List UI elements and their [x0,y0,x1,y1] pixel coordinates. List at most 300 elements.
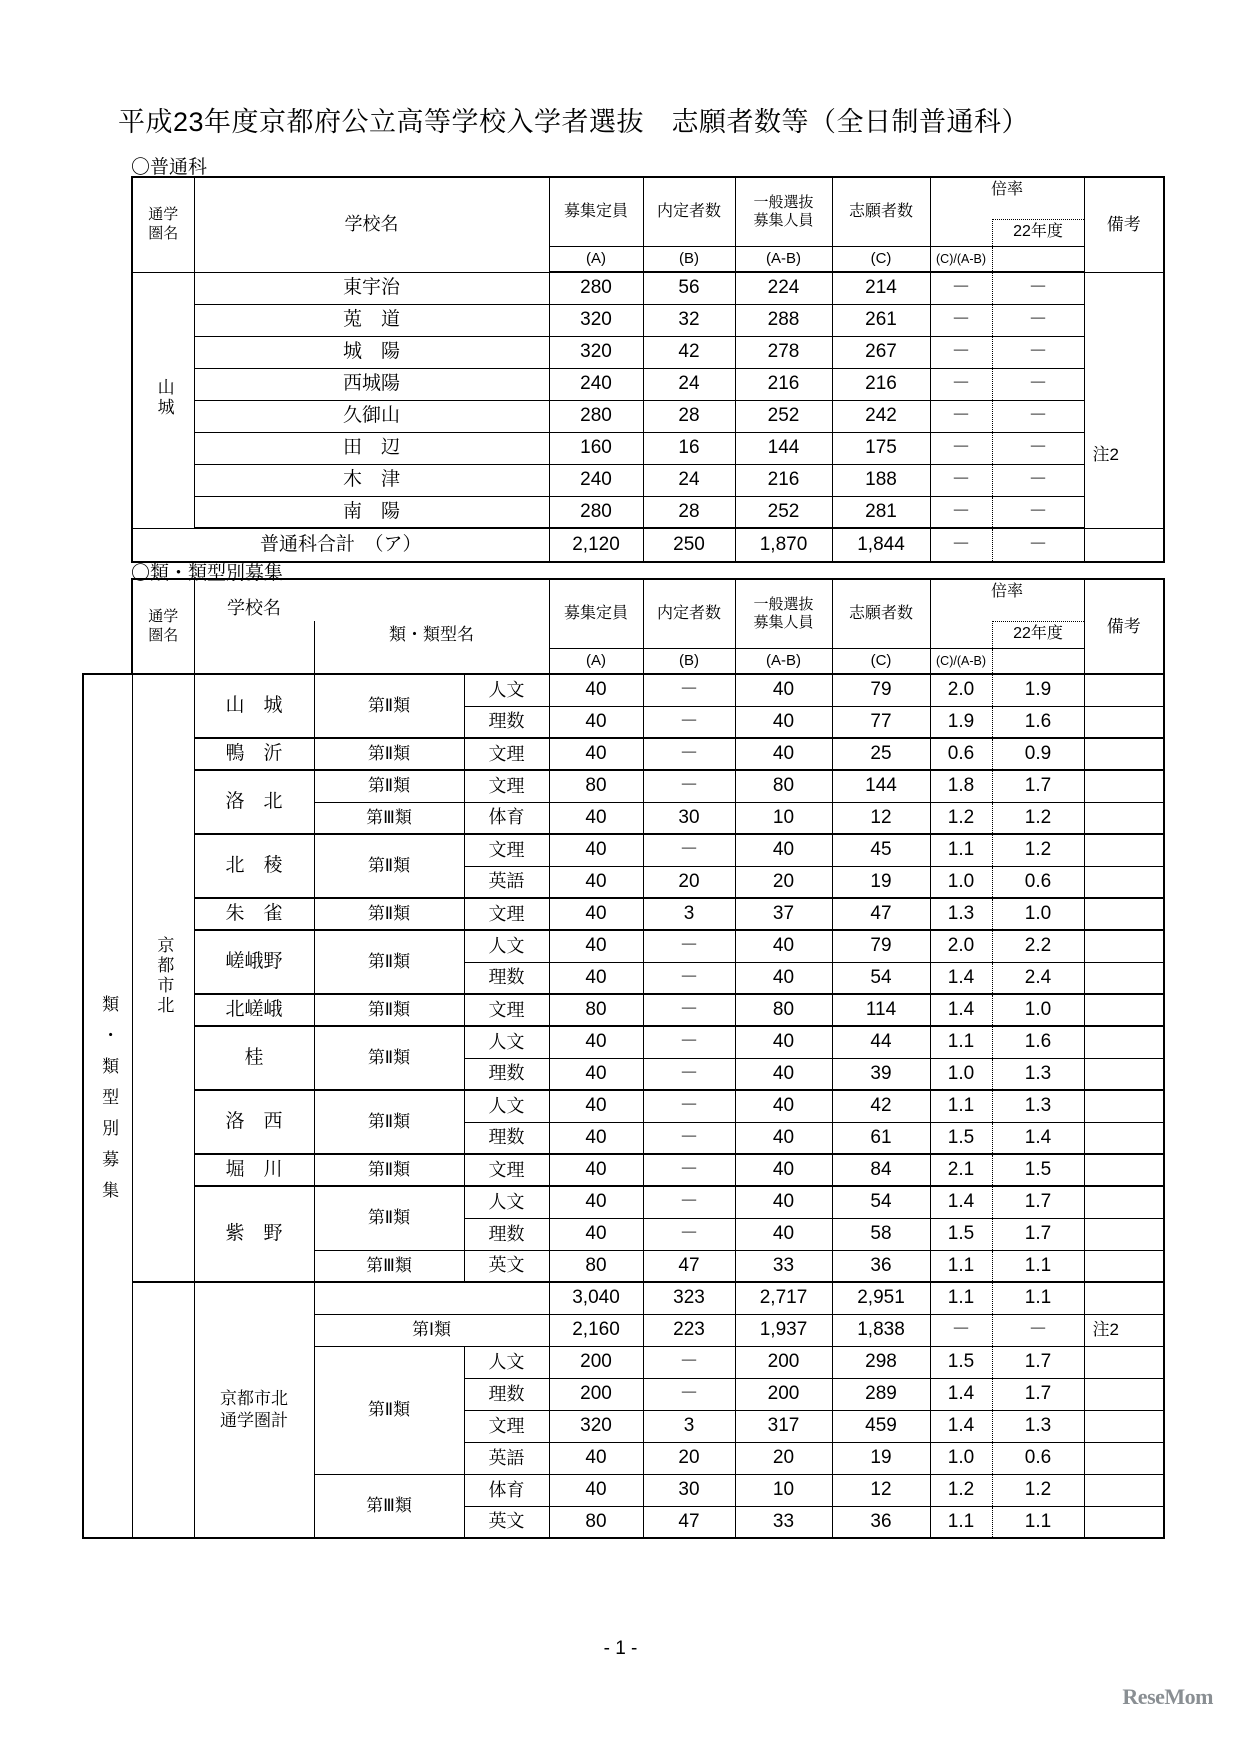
td2-class: 第Ⅲ類 [314,802,464,834]
td2-summary-ratio-prev: 1.7 [992,1346,1084,1378]
table-row [83,1090,1164,1122]
th-ippan [735,177,832,246]
td-ratio-prev: － [992,304,1084,336]
th2-remarks: 備考 [1084,579,1164,674]
th-applicants-sub: (C) [832,246,930,272]
td-applicants: 175 [832,432,930,464]
summary-label-line1: 京都市北 [220,1388,288,1408]
table-row [83,1154,1164,1186]
th-quota: 募集定員 [549,177,643,246]
table-row [83,1186,1164,1218]
table-row [83,834,1164,866]
td2-remarks [1084,770,1164,802]
td2-type: 人文 [464,674,549,706]
td2-summary-applicants: 1,838 [832,1314,930,1346]
td-naitei: 16 [643,432,735,464]
th2-school: 学校名 [194,579,314,674]
td-area-name [132,272,194,528]
td-total-ippan: 1,870 [735,528,832,562]
td2-type: 人文 [464,1186,549,1218]
td2-naitei: 30 [643,802,735,834]
td2-applicants: 79 [832,674,930,706]
td2-summary-remark [1084,1282,1164,1314]
th2-naitei: 内定者数 [643,579,735,648]
td2-summary-applicants: 12 [832,1474,930,1506]
th-ratio: 倍率 [930,177,1084,219]
td2-summary-ratio-cur: 1.5 [930,1346,992,1378]
td2-ippan: 40 [735,962,832,994]
td2-summary-ratio-cur: 1.4 [930,1410,992,1442]
td2-school: 桂 [194,1026,314,1090]
td2-summary-ratio-prev: 1.2 [992,1474,1084,1506]
td-school: 城 陽 [194,336,549,368]
td2-quota: 40 [549,866,643,898]
td2-applicants: 144 [832,770,930,802]
th-area-line1: 通学 [148,206,179,223]
td-naitei: 24 [643,464,735,496]
td2-ratio-prev: 1.3 [992,1058,1084,1090]
td-applicants: 188 [832,464,930,496]
th2-applicants: 志願者数 [832,579,930,648]
td2-summary-ippan: 317 [735,1410,832,1442]
table-futsuka [131,176,1165,563]
td2-naitei: － [643,930,735,962]
td-ratio-prev: － [992,464,1084,496]
td2-ippan: 40 [735,706,832,738]
td2-applicants: 77 [832,706,930,738]
td-quota: 240 [549,368,643,400]
td2-summary-quota: 40 [549,1442,643,1474]
td2-ratio-prev: 0.6 [992,866,1084,898]
th-ratio-prev-spacer [992,246,1084,272]
th-ippan-sub: (A-B) [735,246,832,272]
td-quota: 280 [549,400,643,432]
td2-summary-ratio-cur: 1.1 [930,1282,992,1314]
td-applicants: 216 [832,368,930,400]
td2-class: 第Ⅱ類 [314,834,464,898]
th2-applicants-sub: (C) [832,648,930,674]
td2-summary-ippan: 1,937 [735,1314,832,1346]
td2-applicants: 79 [832,930,930,962]
td2-applicants: 25 [832,738,930,770]
table-row [83,898,1164,930]
td2-ratio-cur: 1.8 [930,770,992,802]
td2-summary-ippan: 200 [735,1346,832,1378]
td2-ratio-cur: 1.4 [930,994,992,1026]
section-label-ruikei: 〇類・類型別募集 [131,563,284,584]
td2-summary-ratio-prev: 1.3 [992,1410,1084,1442]
td2-applicants: 12 [832,802,930,834]
td2-ratio-prev: 1.0 [992,994,1084,1026]
td-ratio-cur: － [930,464,992,496]
td2-quota: 40 [549,834,643,866]
td-ippan: 224 [735,272,832,304]
th-ratio-prev: 22年度 [992,219,1084,246]
td2-ratio-prev: 1.1 [992,1250,1084,1282]
td2-ratio-cur: 1.9 [930,706,992,738]
td2-summary-quota: 40 [549,1474,643,1506]
td2-class: 第Ⅱ類 [314,1026,464,1090]
td2-remarks [1084,706,1164,738]
td2-remarks [1084,1218,1164,1250]
side-label-ruikei [83,674,132,1538]
td-ratio-cur: － [930,368,992,400]
td2-ippan: 33 [735,1250,832,1282]
td2-ippan: 40 [735,834,832,866]
td2-ratio-cur: 1.3 [930,898,992,930]
td2-naitei: 47 [643,1250,735,1282]
td2-quota: 40 [549,706,643,738]
td-naitei: 28 [643,496,735,528]
td2-remarks [1084,930,1164,962]
td2-quota: 40 [549,1122,643,1154]
td2-type: 理数 [464,1058,549,1090]
td-ratio-prev: － [992,432,1084,464]
td2-class: 第Ⅱ類 [314,738,464,770]
td-naitei: 28 [643,400,735,432]
td2-ratio-cur: 1.1 [930,1026,992,1058]
td2-summary-naitei: 30 [643,1474,735,1506]
th-applicants: 志願者数 [832,177,930,246]
td2-type: 理数 [464,706,549,738]
td2-remarks [1084,1090,1164,1122]
td2-naitei: － [643,770,735,802]
td2-school: 山 城 [194,674,314,738]
td-total-remarks [1084,528,1164,562]
td2-summary-ratio-prev: 0.6 [992,1442,1084,1474]
td2-ratio-cur: 1.4 [930,1186,992,1218]
th-ratio-cur: (C)/(A-B) [930,246,992,272]
td2-naitei: － [643,674,735,706]
table-ruikei-body [82,673,1165,1539]
th2-area-line1: 通学 [148,608,179,625]
td-ippan: 252 [735,496,832,528]
td2-summary-ratio-prev: － [992,1314,1084,1346]
table-row [83,674,1164,706]
td2-ippan: 40 [735,1186,832,1218]
td-naitei: 42 [643,336,735,368]
td2-applicants: 47 [832,898,930,930]
th-quota-sub: (A) [549,246,643,272]
th2-type-spacer [314,648,549,674]
td-applicants: 214 [832,272,930,304]
td2-applicants: 54 [832,1186,930,1218]
td2-school: 洛 北 [194,770,314,834]
td2-type: 英語 [464,866,549,898]
td2-summary-class: 第Ⅰ類 [314,1314,549,1346]
td2-remarks [1084,1122,1164,1154]
td2-ratio-prev: 1.7 [992,1218,1084,1250]
td2-summary-class: 第Ⅱ類 [314,1346,464,1474]
td2-summary-naitei: － [643,1378,735,1410]
td2-applicants: 84 [832,1154,930,1186]
td2-school: 紫 野 [194,1186,314,1282]
td2-ratio-cur: 1.5 [930,1122,992,1154]
td2-ippan: 20 [735,866,832,898]
td2-quota: 80 [549,1250,643,1282]
td-ippan: 144 [735,432,832,464]
th-area-line2: 圏名 [148,224,179,242]
td2-class: 第Ⅱ類 [314,1154,464,1186]
td2-naitei: － [643,994,735,1026]
td-school: 久御山 [194,400,549,432]
td2-quota: 40 [549,674,643,706]
td-school: 莵 道 [194,304,549,336]
td2-ratio-cur: 1.4 [930,962,992,994]
td2-class: 第Ⅱ類 [314,1186,464,1250]
td-ratio-cur: － [930,496,992,528]
td2-remarks [1084,1026,1164,1058]
td-ratio-cur: － [930,272,992,304]
td2-class: 第Ⅱ類 [314,770,464,802]
th-area [132,177,194,272]
td2-ratio-cur: 2.1 [930,1154,992,1186]
td2-quota: 40 [549,1218,643,1250]
th2-quota: 募集定員 [549,579,643,648]
td-applicants: 242 [832,400,930,432]
td2-school: 嵯峨野 [194,930,314,994]
td-school: 東宇治 [194,272,549,304]
summary-label-line2: 通学圏計 [220,1411,288,1430]
remark-note: 注2 [1092,444,1119,464]
td2-type: 人文 [464,1090,549,1122]
th2-area [132,579,194,674]
td2-summary-applicants: 289 [832,1378,930,1410]
td2-quota: 40 [549,898,643,930]
td2-ratio-prev: 0.9 [992,738,1084,770]
td2-naitei: － [643,1154,735,1186]
td2-ratio-prev: 1.5 [992,1154,1084,1186]
td2-class: 第Ⅱ類 [314,994,464,1026]
td-school: 田 辺 [194,432,549,464]
td2-ippan: 40 [735,674,832,706]
td2-summary-ratio-prev: 1.7 [992,1378,1084,1410]
td2-ratio-prev: 1.6 [992,706,1084,738]
th2-naitei-sub: (B) [643,648,735,674]
th-naitei: 内定者数 [643,177,735,246]
th-school: 学校名 [194,177,549,272]
th2-type: 類・類型名 [314,621,549,648]
td-school: 西城陽 [194,368,549,400]
td2-type: 文理 [464,834,549,866]
td2-ratio-cur: 1.2 [930,802,992,834]
td2-summary-remark [1084,1474,1164,1506]
watermark-text: ReseMom [1122,1684,1213,1709]
th-remarks: 備考 [1084,177,1164,272]
td2-ippan: 40 [735,1218,832,1250]
td2-remarks [1084,898,1164,930]
td2-naitei: － [643,1026,735,1058]
td2-summary-ippan: 10 [735,1474,832,1506]
td2-summary-applicants: 36 [832,1506,930,1538]
td2-ratio-cur: 1.1 [930,1250,992,1282]
td2-ratio-prev: 2.4 [992,962,1084,994]
td2-summary-ratio-prev: 1.1 [992,1506,1084,1538]
td-ratio-prev: － [992,368,1084,400]
td-total-label: 普通科合計 （ア） [132,528,549,562]
td2-applicants: 61 [832,1122,930,1154]
table-row [83,770,1164,802]
th2-quota-sub: (A) [549,648,643,674]
td-quota: 280 [549,496,643,528]
th2-ippan-sub: (A-B) [735,648,832,674]
td2-ippan: 40 [735,1026,832,1058]
section-label-futsuka: 〇普通科 [131,157,208,178]
table-row [83,1026,1164,1058]
td2-summary-type: 体育 [464,1474,549,1506]
td-ratio-cur: － [930,304,992,336]
td2-remarks [1084,962,1164,994]
td2-summary-naitei: － [643,1346,735,1378]
td2-type: 文理 [464,994,549,1026]
td2-naitei: 3 [643,898,735,930]
td-ratio-prev: － [992,496,1084,528]
td2-applicants: 44 [832,1026,930,1058]
th2-ippan-line2: 募集人員 [753,613,814,631]
area-name-vertical: 山城 [154,377,174,418]
summary-row [83,1282,1164,1314]
td-quota: 160 [549,432,643,464]
td2-ratio-cur: 1.0 [930,866,992,898]
td2-summary-quota: 2,160 [549,1314,643,1346]
td-ippan: 288 [735,304,832,336]
td2-class: 第Ⅱ類 [314,1090,464,1154]
td2-ratio-prev: 1.2 [992,834,1084,866]
td2-summary-remark [1084,1346,1164,1378]
td2-remarks [1084,1058,1164,1090]
td2-ratio-cur: 1.1 [930,1090,992,1122]
td2-summary-type: 文理 [464,1410,549,1442]
td2-summary-quota: 80 [549,1506,643,1538]
td2-summary-ippan: 20 [735,1442,832,1474]
td2-naitei: － [643,1090,735,1122]
td2-summary-label [194,1282,314,1538]
td2-quota: 80 [549,770,643,802]
td-naitei: 32 [643,304,735,336]
page-number: - 1 - [603,1638,638,1659]
td2-type: 文理 [464,770,549,802]
td2-school: 朱 雀 [194,898,314,930]
page-title: 平成23年度京都府公立高等学校入学者選抜 志願者数等（全日制普通科） [118,107,1030,137]
td2-summary-ratio-cur: 1.4 [930,1378,992,1410]
td2-ratio-prev: 1.0 [992,898,1084,930]
td2-school: 鴨 沂 [194,738,314,770]
th2-type-top [314,579,549,621]
td2-summary-type: 人文 [464,1346,549,1378]
td2-summary-ratio-prev: 1.1 [992,1282,1084,1314]
td2-ratio-cur: 2.0 [930,674,992,706]
td2-summary-ratio-cur: 1.0 [930,1442,992,1474]
th-ippan-line2: 募集人員 [753,211,814,229]
td2-remarks [1084,834,1164,866]
td-total-ratio-prev: － [992,528,1084,562]
td2-summary-naitei: 323 [643,1282,735,1314]
td2-type: 理数 [464,1218,549,1250]
td2-remarks [1084,1250,1164,1282]
td2-naitei: － [643,962,735,994]
td-quota: 280 [549,272,643,304]
th2-ratio-prev: 22年度 [992,621,1084,648]
td2-ratio-prev: 1.4 [992,1122,1084,1154]
td2-summary-remark [1084,1506,1164,1538]
td-ippan: 216 [735,464,832,496]
td2-summary-remark: 注2 [1084,1314,1164,1346]
td-ratio-cur: － [930,400,992,432]
td2-applicants: 36 [832,1250,930,1282]
td2-school: 北嵯峨 [194,994,314,1026]
td2-type: 文理 [464,1154,549,1186]
td2-ippan: 10 [735,802,832,834]
td2-ratio-prev: 2.2 [992,930,1084,962]
td-school: 木 津 [194,464,549,496]
td2-remarks [1084,1154,1164,1186]
td2-applicants: 45 [832,834,930,866]
td-remarks [1084,272,1164,528]
td-ratio-cur: － [930,432,992,464]
td2-applicants: 54 [832,962,930,994]
td2-summary-naitei: 223 [643,1314,735,1346]
td2-quota: 40 [549,1058,643,1090]
td2-summary-applicants: 298 [832,1346,930,1378]
td2-summary-ratio-cur: － [930,1314,992,1346]
th2-area-line2: 圏名 [148,626,179,644]
td2-type: 理数 [464,1122,549,1154]
td2-class: 第Ⅱ類 [314,674,464,738]
td2-summary-naitei: 20 [643,1442,735,1474]
td2-applicants: 114 [832,994,930,1026]
td2-summary-applicants: 2,951 [832,1282,930,1314]
td-total-applicants: 1,844 [832,528,930,562]
td2-naitei: － [643,738,735,770]
td2-type: 人文 [464,930,549,962]
td2-ippan: 40 [735,738,832,770]
td2-summary-ippan: 200 [735,1378,832,1410]
td2-type: 英文 [464,1250,549,1282]
td-quota: 240 [549,464,643,496]
td2-summary-quota: 200 [549,1378,643,1410]
td2-ratio-cur: 0.6 [930,738,992,770]
td2-ippan: 40 [735,1090,832,1122]
td2-summary-ippan: 2,717 [735,1282,832,1314]
td2-naitei: 20 [643,866,735,898]
td-school: 南 陽 [194,496,549,528]
td-ippan: 278 [735,336,832,368]
td-ratio-prev: － [992,336,1084,368]
td2-summary-class: 第Ⅲ類 [314,1474,464,1538]
td2-summary-applicants: 459 [832,1410,930,1442]
th2-ratio-cur: (C)/(A-B) [930,648,992,674]
td2-area-name [132,674,194,1282]
td-ippan: 252 [735,400,832,432]
td-total-quota: 2,120 [549,528,643,562]
th2-ippan-line1: 一般選抜 [753,596,814,614]
td-quota: 320 [549,336,643,368]
td2-ratio-cur: 1.1 [930,834,992,866]
td2-naitei: － [643,706,735,738]
area-name-vertical: 京都市北 [154,935,174,1016]
td2-ippan: 40 [735,1154,832,1186]
td2-summary-remark [1084,1378,1164,1410]
td2-summary-quota: 3,040 [549,1282,643,1314]
th2-ippan [735,579,832,648]
td2-summary-naitei: 47 [643,1506,735,1538]
td2-applicants: 58 [832,1218,930,1250]
th-ippan-line1: 一般選抜 [753,194,814,212]
td2-applicants: 39 [832,1058,930,1090]
td2-summary-type: 英語 [464,1442,549,1474]
td2-summary-type-empty [314,1282,549,1314]
td-naitei: 56 [643,272,735,304]
